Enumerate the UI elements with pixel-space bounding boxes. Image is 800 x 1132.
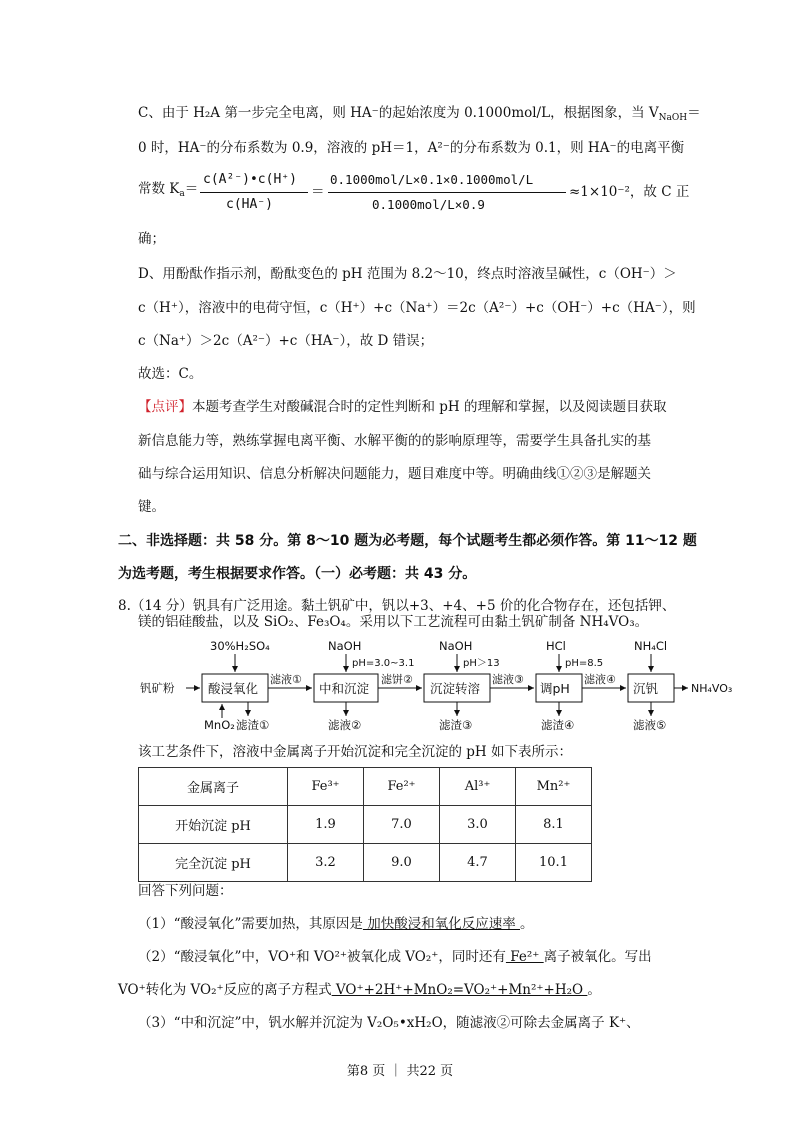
reagent-nh4cl: NH₄Cl: [634, 639, 668, 653]
flow-box-3: 沉淀转溶: [430, 681, 481, 696]
table-cell: 7.0: [364, 806, 440, 844]
section-heading-line-1: 二、非选择题：共 58 分。第 8～10 题为必考题，每个试题考生都必须作答。第 11～12 题: [118, 533, 697, 549]
question-8-line-2: 镁的铝硅酸盐，以及 SiO₂、Fe₃O₄。采用以下工艺流程可由黏土钒矿制备 NH₄VO₃。: [138, 614, 649, 630]
table-row: [139, 844, 592, 882]
question-1: （1）“酸浸氧化”需要加热，其原因是 加快酸浸和氧化反应速率 。: [138, 916, 534, 932]
reagent-h2so4: 30%H₂SO₄: [210, 639, 270, 653]
table-header-cell: Fe²⁺: [364, 768, 440, 806]
comment-line-1: 【点评】本题考查学生对酸碱混合时的定性判断和 pH 的理解和掌握，以及阅读题目获取: [138, 399, 667, 415]
table-cell: 3.2: [288, 844, 364, 882]
comment-line-4: 键。: [138, 499, 165, 515]
table-cell: 9.0: [364, 844, 440, 882]
option-d-line-2: c（H⁺），溶液中的电荷守恒，c（H⁺）+c（Na⁺）＝2c（A²⁻）+c（OH⁻）+c（HA⁻），则: [138, 300, 696, 316]
fraction-1-bar: [200, 192, 308, 193]
comment-line-3: 础与综合运用知识、信息分析解决问题能力，题目难度中等。明确曲线①②③是解题关: [138, 466, 651, 482]
table-cell: 开始沉淀 pH: [139, 806, 288, 844]
filtrate-1: 滤液①: [270, 673, 302, 686]
table-cell: 4.7: [440, 844, 516, 882]
bottom-filtrate-5: 滤液⑤: [633, 718, 667, 732]
condition-ph-3: pH=8.5: [565, 658, 604, 669]
table-header-cell: Mn²⁺: [516, 768, 592, 806]
table-cell: 3.0: [440, 806, 516, 844]
answer-line: 故选：C。: [138, 366, 203, 382]
filter-cake-2: 滤饼②: [381, 673, 413, 686]
answer-2b: VO⁺+2H⁺+MnO₂=VO₂⁺+Mn²⁺+H₂O: [331, 982, 588, 998]
answer-2a: Fe²⁺: [505, 949, 544, 965]
question-2-line-2: VO⁺转化为 VO₂⁺反应的离子方程式 VO⁺+2H⁺+MnO₂=VO₂⁺+Mn²⁺+H₂O 。: [118, 982, 601, 998]
table-cell: 完全沉淀 pH: [139, 844, 288, 882]
question-2: （2）“酸浸氧化”中，VO⁺和 VO²⁺被氧化成 VO₂⁺，同时还有 Fe²⁺ 离子被氧化。写出: [138, 949, 652, 965]
metal-ion-ph-table: [138, 767, 592, 882]
table-header-cell: 金属离子: [139, 768, 288, 806]
bottom-mno2: MnO₂: [204, 718, 235, 732]
fraction-2-bar: [328, 192, 566, 193]
reagent-hcl: HCl: [546, 639, 566, 653]
comment-line-2: 新信息能力等，熟练掌握电离平衡、水解平衡的的影响原理等，需要学生具备扎实的基: [138, 433, 651, 449]
table-cell: 10.1: [516, 844, 592, 882]
ka-result: ≈1×10⁻²，故 C 正: [569, 184, 690, 200]
reagent-naoh-1: NaOH: [328, 639, 362, 653]
option-c-line-1: C、由于 H₂A 第一步完全电离，则 HA⁻的起始浓度为 0.1000mol/L，根据图象，当 $V_{NaOH}=$: [138, 105, 701, 123]
condition-ph-1: pH=3.0~3.1: [352, 658, 415, 669]
reagent-naoh-2: NaOH: [439, 639, 473, 653]
table-row: [139, 806, 592, 844]
question-8-line-1: 8.（14 分）钒具有广泛用途。黏土钒矿中，钒以+3、+4、+5 价的化合物存在，还包括钾、: [118, 598, 676, 614]
equals-sign: ＝: [311, 184, 325, 200]
fraction-1-denominator: c(HA⁻): [226, 197, 273, 212]
fraction-1-numerator: c(A²⁻)•c(H⁺): [203, 172, 297, 187]
flow-box-1: 酸浸氧化: [208, 681, 259, 696]
condition-ph-2: pH＞13: [463, 658, 500, 669]
bottom-residue-1: 滤渣①: [236, 718, 270, 732]
option-c-line-2: 0 时，HA⁻的分布系数为 0.9，溶液的 pH＝1，A²⁻的分布系数为 0.1，则 HA⁻的电离平衡: [138, 140, 685, 156]
comment-label: 【点评】: [138, 399, 192, 415]
flow-box-4: 调pH: [540, 681, 570, 696]
section-heading-line-2: 为选考题，考生根据要求作答。（一）必考题：共 43 分。: [118, 566, 477, 582]
table-header-cell: Al³⁺: [440, 768, 516, 806]
table-intro: 该工艺条件下，溶液中金属离子开始沉淀和完全沉淀的 pH 如下表所示：: [138, 744, 572, 760]
table-header-row: [139, 768, 592, 806]
flow-start-label: 钒矿粉: [140, 681, 175, 695]
page-footer: 第8 页 ｜ 共22 页: [346, 1064, 454, 1079]
fraction-2-denominator: 0.1000mol/L×0.9: [372, 197, 485, 212]
question-3: （3）“中和沉淀”中，钒水解并沉淀为 V₂O₅•xH₂O，随滤液②可除去金属离子 K⁺、: [138, 1015, 640, 1031]
table-header-cell: Fe³⁺: [288, 768, 364, 806]
filtrate-4: 滤液④: [584, 673, 616, 686]
option-c-line-4: 确；: [138, 231, 165, 247]
option-d-line-3: c（Na⁺）＞2c（A²⁻）+c（HA⁻），故 D 错误；: [138, 333, 434, 349]
bottom-filtrate-2: 滤液②: [328, 718, 362, 732]
flow-product: NH₄VO₃: [691, 682, 733, 695]
ka-prefix: 常数 $K_a=$: [138, 181, 199, 199]
table-cell: 1.9: [288, 806, 364, 844]
flow-box-5: 沉钒: [633, 681, 659, 696]
option-d-line-1: D、用酚酞作指示剂，酚酞变色的 pH 范围为 8.2～10，终点时溶液呈碱性，c（OH⁻）＞: [138, 266, 677, 282]
bottom-residue-3: 滤渣③: [439, 718, 473, 732]
process-flow-diagram: [136, 636, 756, 736]
filtrate-3: 滤液③: [492, 673, 524, 686]
bottom-residue-4: 滤渣④: [541, 718, 575, 732]
fraction-2-numerator: 0.1000mol/L×0.1×0.1000mol/L: [330, 172, 534, 187]
questions-intro: 回答下列问题：: [138, 883, 233, 899]
flow-box-2: 中和沉淀: [319, 681, 370, 696]
table-cell: 8.1: [516, 806, 592, 844]
answer-1: 加快酸浸和氧化反应速率: [362, 916, 520, 932]
